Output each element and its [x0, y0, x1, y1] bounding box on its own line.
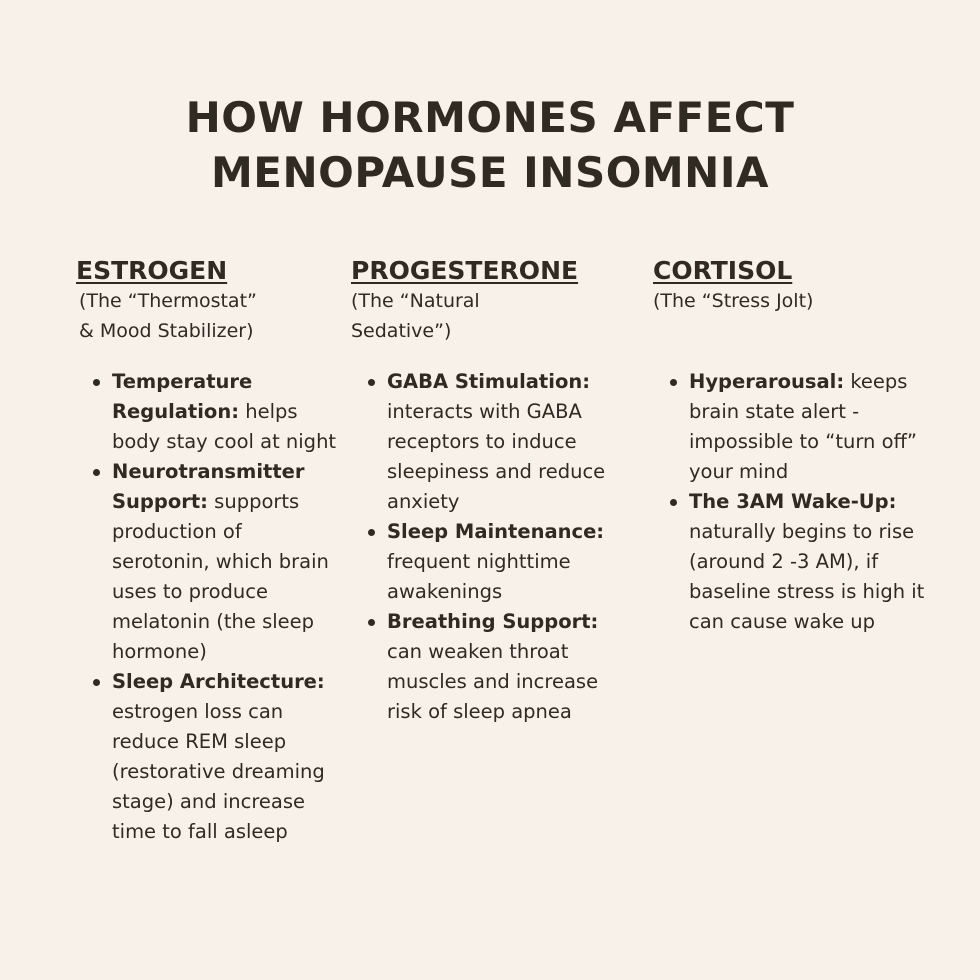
item-text: interacts with GABA receptors to induce sleepiness and reduce anxiety	[387, 400, 606, 513]
item-term: Neurotransmitter Support:	[112, 460, 305, 513]
item-term: Sleep Maintenance:	[387, 520, 605, 543]
cortisol-heading: CORTISOL	[653, 256, 793, 285]
item-term: Breathing Support:	[387, 610, 599, 633]
progesterone-subtitle	[351, 286, 613, 346]
item-text: naturally begins to rise (around 2 -3 AM), if baseline stress is high it can cause wake up	[689, 520, 925, 633]
item-term: GABA Stimulation:	[387, 370, 591, 393]
cortisol-subtitle	[653, 286, 943, 316]
item-text: can weaken throat muscles and increase risk of sleep apnea	[387, 640, 599, 723]
estrogen-subtitle-line-2: & Mood Stabilizer)	[79, 320, 254, 342]
item-term: The 3AM Wake-Up:	[689, 490, 897, 513]
progesterone-subtitle-line-2: Sedative”)	[351, 320, 452, 342]
estrogen-effects-list	[76, 367, 338, 847]
title-line-1: HOW HORMONES AFFECT	[185, 93, 795, 142]
progesterone-effects-list	[351, 367, 613, 727]
list-item	[76, 367, 338, 457]
estrogen-subtitle	[76, 286, 338, 346]
item-text: helps body stay cool at night	[112, 400, 337, 453]
list-item	[653, 367, 943, 487]
list-item	[76, 457, 338, 667]
progesterone-subtitle-line-1: (The “Natural	[351, 290, 480, 312]
page-title	[0, 90, 980, 200]
item-text: estrogen loss can reduce REM sleep (restorative dreaming stage) and increase time to fall asleep	[112, 700, 325, 843]
estrogen-subtitle-line-1: (The “Thermostat”	[79, 290, 257, 312]
item-term: Temperature Regulation:	[112, 370, 253, 423]
list-item	[653, 487, 943, 637]
list-item	[351, 367, 613, 517]
item-text: frequent nighttime awakenings	[387, 550, 571, 603]
list-item	[351, 607, 613, 727]
title-line-2: MENOPAUSE INSOMNIA	[211, 148, 769, 197]
cortisol-subtitle-line-1: (The “Stress Jolt)	[653, 290, 814, 312]
item-term: Hyperarousal:	[689, 370, 845, 393]
list-item	[351, 517, 613, 607]
cortisol-effects-list	[653, 367, 943, 637]
item-text: keeps brain state alert - impossible to “turn off” your mind	[689, 370, 918, 483]
cortisol-column	[653, 256, 943, 633]
estrogen-column	[76, 256, 338, 843]
list-item	[76, 667, 338, 847]
progesterone-column	[351, 256, 613, 723]
progesterone-heading: PROGESTERONE	[351, 256, 579, 285]
item-term: Sleep Architecture:	[112, 670, 325, 693]
estrogen-heading: ESTROGEN	[76, 256, 228, 285]
item-text: supports production of serotonin, which brain uses to produce melatonin (the sleep hormone)	[112, 490, 329, 663]
